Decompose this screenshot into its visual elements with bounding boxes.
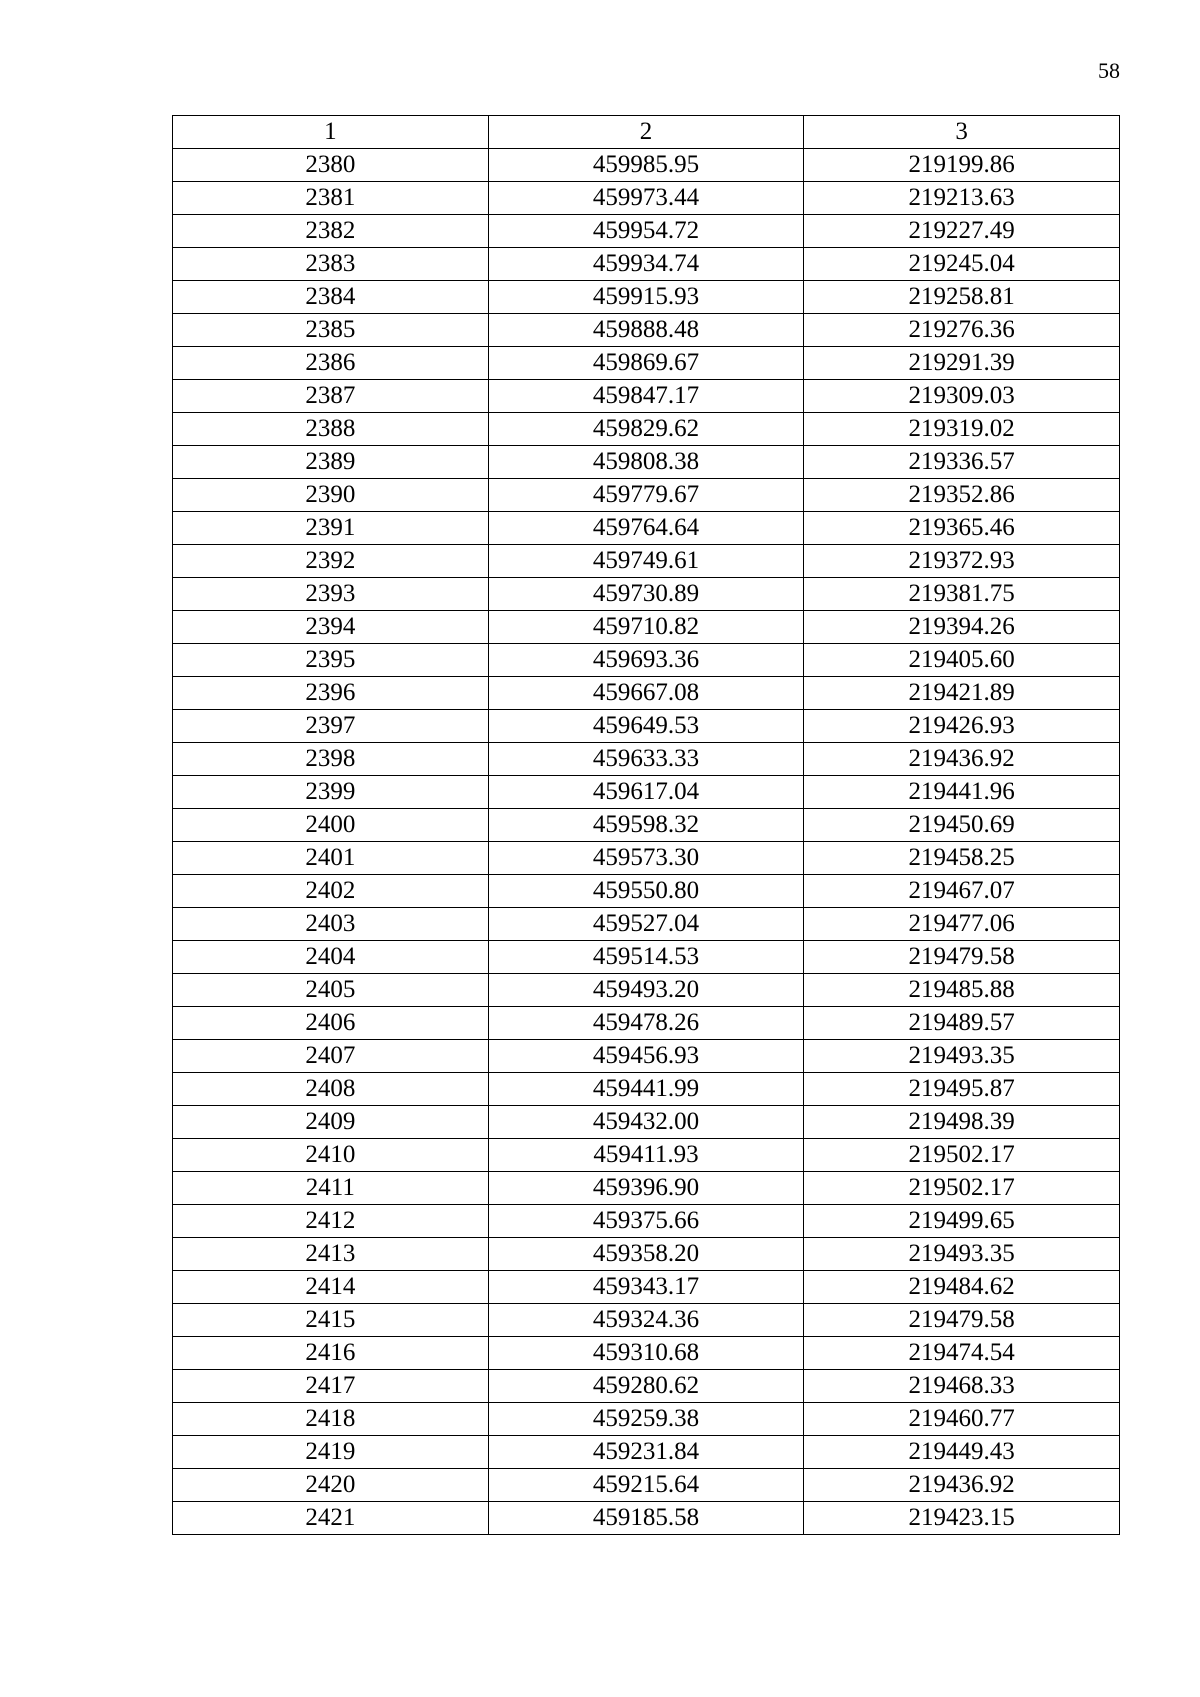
table-row	[173, 1337, 1120, 1370]
coordinates-table	[172, 115, 1120, 1535]
table-cell: 2416	[173, 1337, 489, 1370]
table-row	[173, 281, 1120, 314]
table-cell: 2414	[173, 1271, 489, 1304]
table-row	[173, 1040, 1120, 1073]
table-row	[173, 380, 1120, 413]
table-row	[173, 710, 1120, 743]
table-cell: 459829.62	[488, 413, 804, 446]
table-cell: 459598.32	[488, 809, 804, 842]
table-cell: 2409	[173, 1106, 489, 1139]
table-cell: 2415	[173, 1304, 489, 1337]
table-cell: 459456.93	[488, 1040, 804, 1073]
table-row	[173, 182, 1120, 215]
table-cell: 2402	[173, 875, 489, 908]
table-cell: 219458.25	[804, 842, 1120, 875]
table-cell: 459573.30	[488, 842, 804, 875]
table-cell: 459888.48	[488, 314, 804, 347]
table-cell: 459954.72	[488, 215, 804, 248]
table-cell: 459550.80	[488, 875, 804, 908]
table-cell: 459869.67	[488, 347, 804, 380]
table-cell: 459259.38	[488, 1403, 804, 1436]
table-row	[173, 776, 1120, 809]
table-cell: 2396	[173, 677, 489, 710]
table-row	[173, 149, 1120, 182]
table-cell: 2391	[173, 512, 489, 545]
table-cell: 219493.35	[804, 1238, 1120, 1271]
table-cell: 219474.54	[804, 1337, 1120, 1370]
table-cell: 459808.38	[488, 446, 804, 479]
table-cell: 2410	[173, 1139, 489, 1172]
table-cell: 2406	[173, 1007, 489, 1040]
table-cell: 459493.20	[488, 974, 804, 1007]
table-cell: 459215.64	[488, 1469, 804, 1502]
table-row	[173, 1304, 1120, 1337]
table-cell: 219484.62	[804, 1271, 1120, 1304]
table-row	[173, 1436, 1120, 1469]
table-cell: 459527.04	[488, 908, 804, 941]
table-cell: 459973.44	[488, 182, 804, 215]
table-cell: 219479.58	[804, 941, 1120, 974]
table-cell: 2384	[173, 281, 489, 314]
table-cell: 2390	[173, 479, 489, 512]
table-cell: 459358.20	[488, 1238, 804, 1271]
table-row	[173, 908, 1120, 941]
table-cell: 459411.93	[488, 1139, 804, 1172]
table-row	[173, 941, 1120, 974]
table-cell: 459343.17	[488, 1271, 804, 1304]
table-cell: 219489.57	[804, 1007, 1120, 1040]
table-cell: 219426.93	[804, 710, 1120, 743]
table-cell: 219449.43	[804, 1436, 1120, 1469]
table-cell: 2393	[173, 578, 489, 611]
table-cell: 459667.08	[488, 677, 804, 710]
table-cell: 219291.39	[804, 347, 1120, 380]
table-cell: 2389	[173, 446, 489, 479]
table-cell: 2403	[173, 908, 489, 941]
table-cell: 2388	[173, 413, 489, 446]
column-header: 1	[173, 116, 489, 149]
table-cell: 459514.53	[488, 941, 804, 974]
table-body	[173, 149, 1120, 1535]
table-cell: 219276.36	[804, 314, 1120, 347]
table-cell: 2404	[173, 941, 489, 974]
table-cell: 2399	[173, 776, 489, 809]
table-cell: 219467.07	[804, 875, 1120, 908]
table-row	[173, 248, 1120, 281]
table-cell: 2385	[173, 314, 489, 347]
table-cell: 459432.00	[488, 1106, 804, 1139]
table-cell: 219245.04	[804, 248, 1120, 281]
table-row	[173, 1139, 1120, 1172]
table-cell: 219499.65	[804, 1205, 1120, 1238]
table-cell: 459749.61	[488, 545, 804, 578]
table-row	[173, 512, 1120, 545]
table-cell: 219336.57	[804, 446, 1120, 479]
table-cell: 2420	[173, 1469, 489, 1502]
table-cell: 219495.87	[804, 1073, 1120, 1106]
table-cell: 459934.74	[488, 248, 804, 281]
table-cell: 2412	[173, 1205, 489, 1238]
table-row	[173, 611, 1120, 644]
table-cell: 459310.68	[488, 1337, 804, 1370]
table-cell: 459396.90	[488, 1172, 804, 1205]
table-cell: 2380	[173, 149, 489, 182]
table-row	[173, 1502, 1120, 1535]
table-cell: 459324.36	[488, 1304, 804, 1337]
table-cell: 2401	[173, 842, 489, 875]
table-cell: 219460.77	[804, 1403, 1120, 1436]
table-cell: 459847.17	[488, 380, 804, 413]
table-row	[173, 842, 1120, 875]
table-cell: 219441.96	[804, 776, 1120, 809]
table-cell: 459478.26	[488, 1007, 804, 1040]
table-row	[173, 1172, 1120, 1205]
table-cell: 459231.84	[488, 1436, 804, 1469]
table-cell: 219309.03	[804, 380, 1120, 413]
table-cell: 2405	[173, 974, 489, 1007]
table-cell: 2413	[173, 1238, 489, 1271]
table-cell: 219365.46	[804, 512, 1120, 545]
table-cell: 2421	[173, 1502, 489, 1535]
table-cell: 219502.17	[804, 1139, 1120, 1172]
table-cell: 219381.75	[804, 578, 1120, 611]
table-row	[173, 1205, 1120, 1238]
table-header-row	[173, 116, 1120, 149]
table-cell: 219450.69	[804, 809, 1120, 842]
table-cell: 219502.17	[804, 1172, 1120, 1205]
table-row	[173, 875, 1120, 908]
table-row	[173, 974, 1120, 1007]
table-cell: 459730.89	[488, 578, 804, 611]
table-cell: 219372.93	[804, 545, 1120, 578]
table-cell: 459764.64	[488, 512, 804, 545]
table-row	[173, 677, 1120, 710]
table-cell: 219493.35	[804, 1040, 1120, 1073]
table-row	[173, 1271, 1120, 1304]
table-cell: 459441.99	[488, 1073, 804, 1106]
table-cell: 219258.81	[804, 281, 1120, 314]
table-cell: 459779.67	[488, 479, 804, 512]
table-cell: 219485.88	[804, 974, 1120, 1007]
table-cell: 459617.04	[488, 776, 804, 809]
table-cell: 2395	[173, 644, 489, 677]
table-cell: 2418	[173, 1403, 489, 1436]
table-row	[173, 479, 1120, 512]
table-cell: 2381	[173, 182, 489, 215]
table-row	[173, 545, 1120, 578]
table-cell: 2411	[173, 1172, 489, 1205]
table-row	[173, 1073, 1120, 1106]
table-cell: 459710.82	[488, 611, 804, 644]
table-cell: 2397	[173, 710, 489, 743]
table-cell: 219213.63	[804, 182, 1120, 215]
table-cell: 219405.60	[804, 644, 1120, 677]
table-cell: 219479.58	[804, 1304, 1120, 1337]
table-row	[173, 1370, 1120, 1403]
table-row	[173, 1007, 1120, 1040]
table-cell: 219498.39	[804, 1106, 1120, 1139]
table-row	[173, 1106, 1120, 1139]
table-cell: 459985.95	[488, 149, 804, 182]
table-row	[173, 347, 1120, 380]
table-cell: 219436.92	[804, 743, 1120, 776]
table-cell: 459649.53	[488, 710, 804, 743]
column-header: 3	[804, 116, 1120, 149]
table-row	[173, 644, 1120, 677]
table-row	[173, 413, 1120, 446]
table-row	[173, 743, 1120, 776]
table-cell: 459375.66	[488, 1205, 804, 1238]
table-cell: 2398	[173, 743, 489, 776]
table-cell: 2386	[173, 347, 489, 380]
table-cell: 2392	[173, 545, 489, 578]
table-row	[173, 1469, 1120, 1502]
table-cell: 2419	[173, 1436, 489, 1469]
table-row	[173, 446, 1120, 479]
table-row	[173, 578, 1120, 611]
table-row	[173, 215, 1120, 248]
table-row	[173, 1238, 1120, 1271]
column-header: 2	[488, 116, 804, 149]
table-cell: 219421.89	[804, 677, 1120, 710]
table-cell: 219436.92	[804, 1469, 1120, 1502]
table-cell: 2400	[173, 809, 489, 842]
page-number: 58	[1098, 58, 1120, 83]
table-cell: 219423.15	[804, 1502, 1120, 1535]
table-row	[173, 314, 1120, 347]
table-cell: 2417	[173, 1370, 489, 1403]
table-cell: 219199.86	[804, 149, 1120, 182]
table-cell: 219477.06	[804, 908, 1120, 941]
table-cell: 2382	[173, 215, 489, 248]
table-cell: 219319.02	[804, 413, 1120, 446]
table-cell: 459915.93	[488, 281, 804, 314]
table-cell: 219227.49	[804, 215, 1120, 248]
table-cell: 219394.26	[804, 611, 1120, 644]
table-cell: 2407	[173, 1040, 489, 1073]
table-row	[173, 809, 1120, 842]
table-cell: 219352.86	[804, 479, 1120, 512]
table-cell: 459633.33	[488, 743, 804, 776]
table-row	[173, 1403, 1120, 1436]
table-cell: 2394	[173, 611, 489, 644]
table-cell: 459185.58	[488, 1502, 804, 1535]
table-cell: 459693.36	[488, 644, 804, 677]
table-cell: 2383	[173, 248, 489, 281]
table-cell: 2408	[173, 1073, 489, 1106]
table-cell: 2387	[173, 380, 489, 413]
table-cell: 219468.33	[804, 1370, 1120, 1403]
table-cell: 459280.62	[488, 1370, 804, 1403]
